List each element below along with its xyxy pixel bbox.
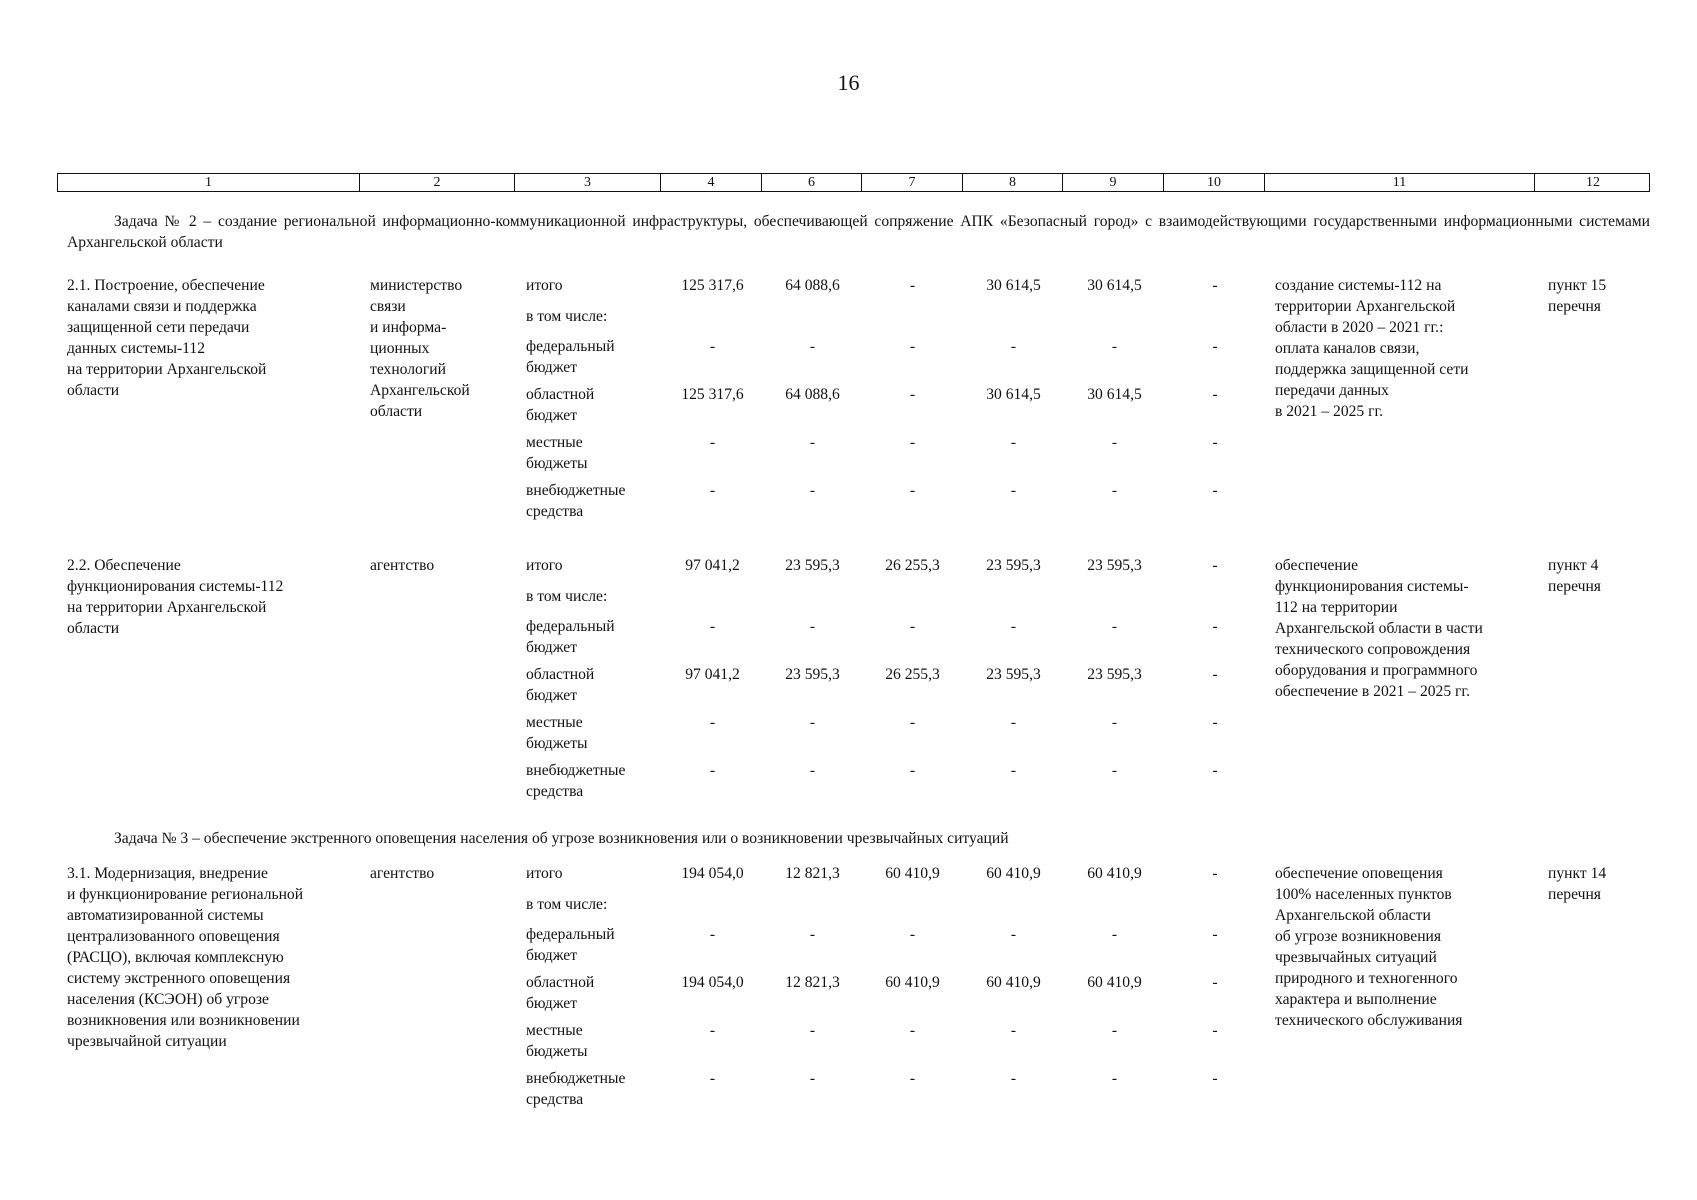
- value-cell: -: [1212, 714, 1218, 731]
- value-cell: 60 410,9: [885, 865, 940, 882]
- header-cell: 7: [862, 174, 963, 191]
- value-cell: -: [1111, 1022, 1118, 1039]
- value-cell: -: [1010, 762, 1017, 779]
- value-cell: 30 614,5: [986, 386, 1041, 403]
- value-cell: 97 041,2: [685, 666, 740, 683]
- value-cell: -: [809, 762, 816, 779]
- responsible-executor: министерство связи и информа- ционных технологий Архангельской области: [370, 277, 470, 420]
- value-cell: -: [1212, 762, 1218, 779]
- funding-label: итого: [526, 277, 563, 294]
- value-cell: -: [1010, 434, 1017, 451]
- value-cell: -: [1212, 926, 1218, 943]
- task-3-heading: Задача № 3 – обеспечение экстренного оповещения населения об угрозе возникновения или о возникновении чрезвычайных ситуаций: [114, 830, 1009, 847]
- value-cell: -: [909, 1022, 916, 1039]
- value-cell: 23 595,3: [986, 557, 1041, 574]
- value-cell: 194 054,0: [681, 865, 744, 882]
- value-cell: -: [709, 1022, 716, 1039]
- value-cell: -: [1212, 277, 1218, 294]
- header-cell: 9: [1063, 174, 1164, 191]
- value-cell: -: [1010, 338, 1017, 355]
- value-cell: 60 410,9: [986, 865, 1041, 882]
- expected-result: обеспечение функционирования системы- 112 на территории Архангельской области в части технического сопровождения оборудования и программного обеспечение в 2021 – 2025 гг.: [1275, 557, 1483, 700]
- responsible-executor: агентство: [370, 557, 435, 574]
- value-cell: -: [1212, 338, 1218, 355]
- value-cell: -: [1111, 714, 1118, 731]
- header-cell: 1: [58, 174, 360, 191]
- value-cell: -: [809, 434, 816, 451]
- value-cell: 26 255,3: [885, 557, 940, 574]
- value-cell: -: [909, 338, 916, 355]
- value-cell: -: [909, 762, 916, 779]
- responsible-executor: агентство: [370, 865, 435, 882]
- funding-label: областной бюджет: [526, 974, 595, 1012]
- value-cell: -: [809, 926, 816, 943]
- value-cell: 60 410,9: [1087, 974, 1142, 991]
- value-cell: 97 041,2: [685, 557, 740, 574]
- funding-label: итого: [526, 557, 563, 574]
- value-cell: 194 054,0: [681, 974, 744, 991]
- value-cell: -: [709, 1070, 716, 1087]
- value-cell: -: [1111, 762, 1118, 779]
- list-reference: пункт 4 перечня: [1548, 557, 1601, 595]
- value-cell: -: [1212, 557, 1218, 574]
- value-cell: -: [1111, 338, 1118, 355]
- value-cell: -: [1111, 618, 1118, 635]
- value-cell: -: [1111, 482, 1118, 499]
- funding-label: местные бюджеты: [526, 434, 588, 472]
- header-cell: 4: [661, 174, 762, 191]
- funding-label: федеральный бюджет: [526, 926, 615, 964]
- value-cell: 30 614,5: [1087, 386, 1142, 403]
- value-cell: -: [809, 482, 816, 499]
- measure-name: 2.1. Построение, обеспечение каналами связи и поддержка защищенной сети передачи данных системы-112 на территории Архангельской области: [67, 277, 267, 399]
- value-cell: -: [709, 714, 716, 731]
- value-cell: -: [1212, 1022, 1218, 1039]
- value-cell: -: [1010, 618, 1017, 635]
- value-cell: -: [709, 926, 716, 943]
- funding-label: внебюджетные средства: [526, 1070, 626, 1108]
- header-cell: 10: [1164, 174, 1265, 191]
- value-cell: 125 317,6: [681, 277, 744, 294]
- header-cell: 11: [1265, 174, 1535, 191]
- value-cell: -: [709, 618, 716, 635]
- value-cell: -: [1212, 666, 1218, 683]
- value-cell: -: [909, 926, 916, 943]
- expected-result: создание системы-112 на территории Архангельской области в 2020 – 2021 гг.: оплата каналов связи, поддержка защищенной сети передачи данных в 2021 – 2025 гг.: [1275, 277, 1469, 420]
- list-reference: пункт 14 перечня: [1548, 865, 1607, 903]
- value-cell: -: [709, 338, 716, 355]
- value-cell: -: [909, 1070, 916, 1087]
- value-cell: -: [909, 714, 916, 731]
- value-cell: 12 821,3: [785, 974, 840, 991]
- value-cell: -: [1111, 926, 1118, 943]
- value-cell: 60 410,9: [885, 974, 940, 991]
- value-cell: -: [809, 1022, 816, 1039]
- task-2-heading: Задача № 2 – создание региональной информационно-коммуникационной инфраструктуры, обеспечивающей сопряжение АПК «Безопасный город» с взаимодействующими государственными информационными системами Архангельской области: [67, 213, 1650, 251]
- value-cell: -: [809, 618, 816, 635]
- value-cell: 60 410,9: [1087, 865, 1142, 882]
- page-number: 16: [837, 70, 860, 95]
- header-cell: 3: [515, 174, 661, 191]
- list-reference: пункт 15 перечня: [1548, 277, 1607, 315]
- value-cell: -: [1212, 386, 1218, 403]
- value-cell: -: [909, 277, 916, 294]
- funding-label: внебюджетные средства: [526, 482, 626, 520]
- value-cell: 30 614,5: [986, 277, 1041, 294]
- funding-label: внебюджетные средства: [526, 762, 626, 800]
- funding-label: в том числе:: [526, 588, 608, 605]
- value-cell: -: [809, 714, 816, 731]
- value-cell: 125 317,6: [681, 386, 744, 403]
- header-cell: 12: [1586, 175, 1600, 190]
- value-cell: 23 595,3: [785, 557, 840, 574]
- value-cell: 60 410,9: [986, 974, 1041, 991]
- value-cell: -: [1212, 482, 1218, 499]
- funding-label: областной бюджет: [526, 386, 595, 424]
- funding-label: в том числе:: [526, 896, 608, 913]
- measure-name: 2.2. Обеспечение функционирования системы-112 на территории Архангельской области: [67, 557, 284, 637]
- value-cell: 23 595,3: [1087, 557, 1142, 574]
- value-cell: 64 088,6: [785, 277, 840, 294]
- value-cell: -: [909, 618, 916, 635]
- funding-label: областной бюджет: [526, 666, 595, 704]
- value-cell: -: [809, 338, 816, 355]
- column-number-header: [57, 173, 1650, 192]
- measure-name: 3.1. Модернизация, внедрение и функционирование региональной автоматизированной системы централизованного оповещения (РАСЦО), включая комплексную систему экстренного оповещения населения (КСЭОН) об угрозе возникновения или возникновении чрезвычайной ситуации: [67, 865, 304, 1050]
- value-cell: -: [1212, 434, 1218, 451]
- value-cell: 64 088,6: [785, 386, 840, 403]
- value-cell: -: [709, 434, 716, 451]
- value-cell: -: [1010, 714, 1017, 731]
- value-cell: -: [1212, 618, 1218, 635]
- value-cell: -: [809, 1070, 816, 1087]
- value-cell: -: [1010, 1070, 1017, 1087]
- header-cell: 2: [360, 174, 515, 191]
- value-cell: -: [909, 482, 916, 499]
- value-cell: -: [909, 434, 916, 451]
- value-cell: -: [1212, 1070, 1218, 1087]
- value-cell: 12 821,3: [785, 865, 840, 882]
- value-cell: -: [709, 762, 716, 779]
- value-cell: 23 595,3: [986, 666, 1041, 683]
- expected-result: обеспечение оповещения 100% населенных пунктов Архангельской области об угрозе возникновения чрезвычайных ситуаций природного и техногенного характера и выполнение технического обслуживания: [1275, 865, 1463, 1029]
- header-cell: 6: [762, 174, 862, 191]
- funding-label: местные бюджеты: [526, 714, 588, 752]
- value-cell: 23 595,3: [1087, 666, 1142, 683]
- funding-label: федеральный бюджет: [526, 338, 615, 376]
- value-cell: -: [709, 482, 716, 499]
- value-cell: -: [1212, 865, 1218, 882]
- funding-label: итого: [526, 865, 563, 882]
- funding-label: местные бюджеты: [526, 1022, 588, 1060]
- value-cell: 26 255,3: [885, 666, 940, 683]
- funding-label: в том числе:: [526, 308, 608, 325]
- value-cell: 23 595,3: [785, 666, 840, 683]
- value-cell: -: [1010, 926, 1017, 943]
- value-cell: 30 614,5: [1087, 277, 1142, 294]
- value-cell: -: [1212, 974, 1218, 991]
- value-cell: -: [909, 386, 916, 403]
- value-cell: -: [1111, 434, 1118, 451]
- value-cell: -: [1010, 482, 1017, 499]
- header-cell: 8: [963, 174, 1063, 191]
- value-cell: -: [1010, 1022, 1017, 1039]
- funding-label: федеральный бюджет: [526, 618, 615, 656]
- value-cell: -: [1111, 1070, 1118, 1087]
